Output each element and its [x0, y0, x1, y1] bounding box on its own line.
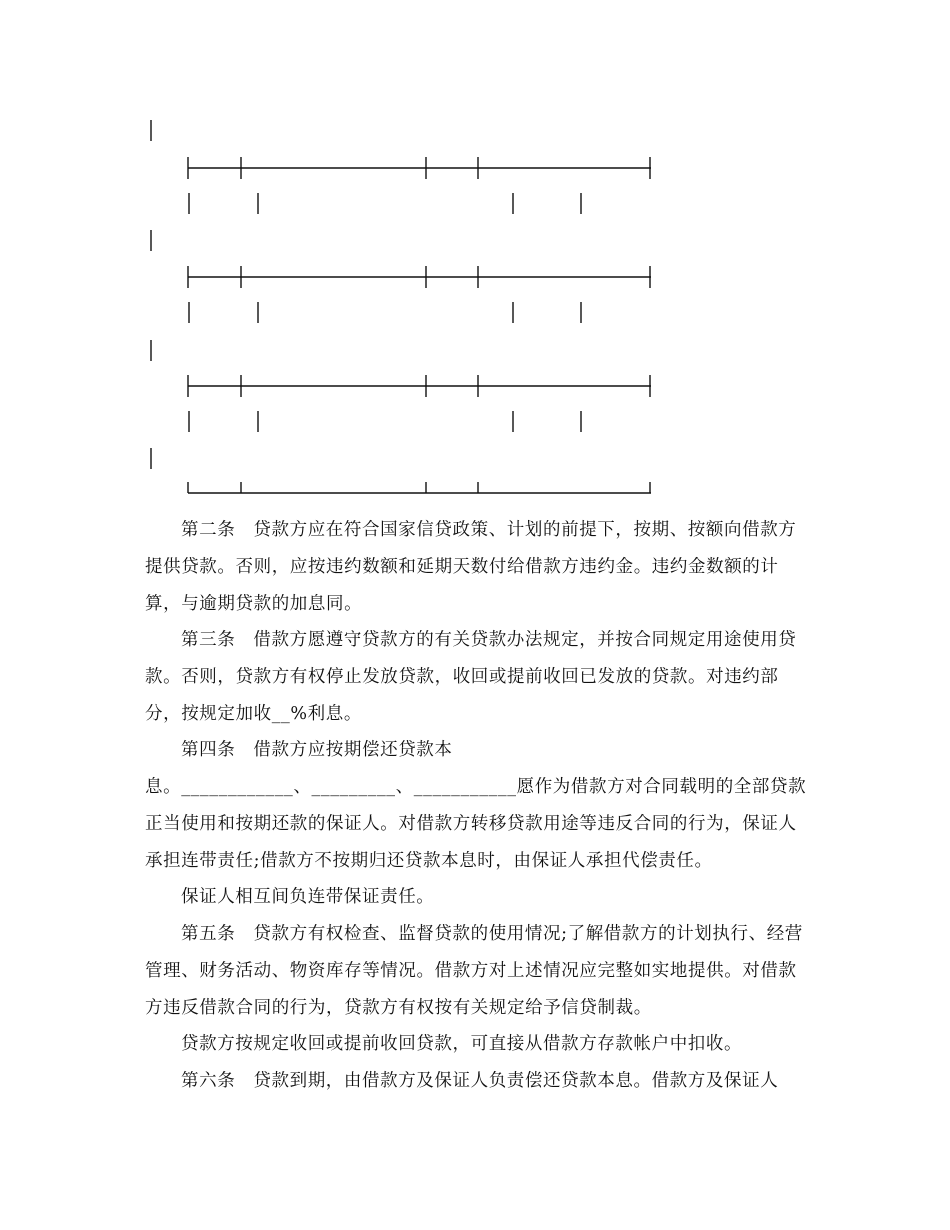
- article-3-paragraph: 第三条 借款方愿遵守贷款方的有关贷款办法规定，并按合同规定用途使用贷款。否则，贷款方有权停止发放贷款，收回或提前收回已发放的贷款。对违约部分，按规定加收__%利息。: [145, 630, 797, 724]
- article-2-paragraph: 第二条 贷款方应在符合国家信贷政策、计划的前提下，按期、按额向借款方提供贷款。否则，应按违约数额和延期天数付给借款方违约金。违约金数额的计算，与逾期贷款的加息同。: [145, 520, 797, 614]
- article-4-paragraph: 第四条 借款方应按期偿还贷款本: [181, 740, 453, 760]
- article-6-paragraph: 第六条 贷款到期，由借款方及保证人负责偿还贷款本息。借款方及保证人: [181, 1071, 779, 1091]
- article-5-paragraph: 第五条 贷款方有权检查、监督贷款的使用情况;了解借款方的计划执行、经营管理、财务活动、物资库存等情况。借款方对上述情况应完整如实地提供。对借款方违反借款合同的行为，贷款方有权按有关规定给予信贷制裁。: [145, 924, 803, 1018]
- deduction-paragraph: 贷款方按规定收回或提前收回贷款，可直接从借款方存款帐户中扣收。: [181, 1034, 743, 1054]
- guarantor-paragraph: 息。____________、_________、___________愿作为借款方对合同载明的全部贷款正当使用和按期还款的保证人。对借款方转移贷款用途等违反合同的行为，保证人承担连带责任;借款方不按期归还贷款本息时，由保证人承担代偿责任。: [145, 777, 807, 871]
- table-border-lines: [0, 0, 950, 500]
- joint-liability-paragraph: 保证人相互间负连带保证责任。: [181, 887, 435, 907]
